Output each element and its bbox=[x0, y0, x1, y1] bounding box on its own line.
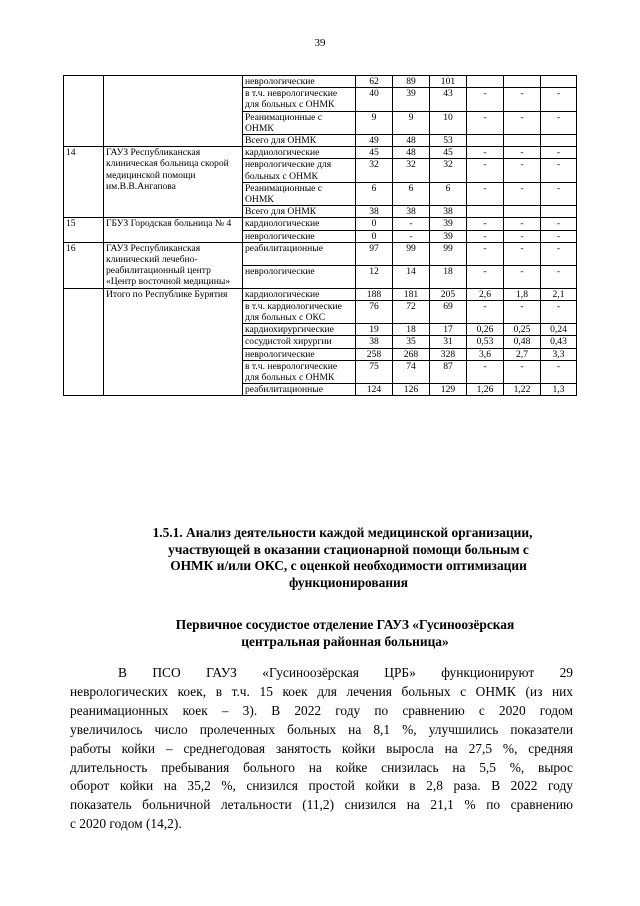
value-cell: 0,53 bbox=[467, 336, 504, 348]
value-cell: - bbox=[467, 147, 504, 159]
value-cell bbox=[504, 206, 541, 218]
value-cell: 40 bbox=[356, 88, 393, 111]
value-cell: 0,26 bbox=[467, 324, 504, 336]
value-cell: - bbox=[504, 360, 541, 383]
value-cell: 268 bbox=[393, 348, 430, 360]
value-cell: 89 bbox=[393, 76, 430, 88]
value-cell: 32 bbox=[356, 159, 393, 182]
bed-profile-cell: неврологические для больных с ОНМК bbox=[243, 159, 356, 182]
value-cell: 6 bbox=[393, 182, 430, 205]
value-cell: - bbox=[504, 265, 541, 288]
value-cell: 87 bbox=[430, 360, 467, 383]
bed-profile-cell: неврологические bbox=[243, 230, 356, 242]
subsection-heading bbox=[120, 617, 570, 650]
paragraph-line: увеличилось число пролеченных больных на 8,1 %, улучшились показатели bbox=[70, 721, 573, 737]
value-cell: - bbox=[504, 159, 541, 182]
value-cell: - bbox=[504, 242, 541, 265]
table-row bbox=[64, 147, 577, 159]
paragraph-line: работы койки – среднегодовая занятость койки выросла на 27,5 %, средняя bbox=[70, 740, 573, 756]
bed-profile-cell: в т.ч. кардиологические для больных с ОКС bbox=[243, 300, 356, 323]
value-cell: 76 bbox=[356, 300, 393, 323]
value-cell bbox=[541, 135, 577, 147]
value-cell: - bbox=[393, 230, 430, 242]
value-cell bbox=[467, 206, 504, 218]
value-cell bbox=[541, 206, 577, 218]
value-cell: 75 bbox=[356, 360, 393, 383]
bed-profile-cell: кардиологические bbox=[243, 147, 356, 159]
organization-cell: ГАУЗ Республиканская клиническая больница скорой медицинской помощи им.В.В.Ангапова bbox=[104, 147, 243, 218]
row-number-cell: 15 bbox=[64, 218, 104, 242]
value-cell bbox=[541, 76, 577, 88]
bed-profile-cell: неврологические bbox=[243, 265, 356, 288]
value-cell: 45 bbox=[356, 147, 393, 159]
bed-capacity-table bbox=[63, 75, 577, 396]
section-heading-line: функционирования bbox=[288, 574, 409, 590]
value-cell: 2,6 bbox=[467, 288, 504, 300]
paragraph-line: оборот койки на 35,2 %, снизился простой койки в 2,8 раза. В 2022 году bbox=[70, 778, 573, 794]
value-cell: 181 bbox=[393, 288, 430, 300]
value-cell: 18 bbox=[430, 265, 467, 288]
section-heading-line: участвующей в оказании стационарной помощи больным с bbox=[168, 541, 529, 557]
table-row bbox=[64, 242, 577, 265]
paragraph-line: показатель больничной летальности (11,2) снизился на 21,1 % по сравнению bbox=[70, 797, 573, 813]
value-cell: 72 bbox=[393, 300, 430, 323]
value-cell: 258 bbox=[356, 348, 393, 360]
bed-profile-cell: сосудистой хирургии bbox=[243, 336, 356, 348]
value-cell: 31 bbox=[430, 336, 467, 348]
value-cell: 2,7 bbox=[504, 348, 541, 360]
value-cell: 9 bbox=[393, 111, 430, 134]
value-cell: 74 bbox=[393, 360, 430, 383]
section-heading-line: 1.5.1. Анализ деятельности каждой медицинской организации, bbox=[152, 525, 533, 540]
value-cell: 14 bbox=[393, 265, 430, 288]
value-cell: 99 bbox=[430, 242, 467, 265]
value-cell: 38 bbox=[430, 206, 467, 218]
value-cell: - bbox=[467, 360, 504, 383]
value-cell: 12 bbox=[356, 265, 393, 288]
value-cell: 3,6 bbox=[467, 348, 504, 360]
value-cell: 124 bbox=[356, 384, 393, 396]
value-cell: - bbox=[541, 88, 577, 111]
value-cell: 0,24 bbox=[541, 324, 577, 336]
value-cell: 6 bbox=[430, 182, 467, 205]
value-cell: - bbox=[467, 242, 504, 265]
value-cell: 45 bbox=[430, 147, 467, 159]
value-cell: 1,22 bbox=[504, 384, 541, 396]
value-cell: - bbox=[541, 300, 577, 323]
value-cell bbox=[504, 76, 541, 88]
bed-profile-cell: реабилитационные bbox=[243, 384, 356, 396]
value-cell: - bbox=[504, 300, 541, 323]
value-cell: - bbox=[504, 111, 541, 134]
value-cell: 32 bbox=[393, 159, 430, 182]
bed-profile-cell: Реанимационные с ОНМК bbox=[243, 111, 356, 134]
bed-profile-cell: кардиологические bbox=[243, 288, 356, 300]
value-cell: 43 bbox=[430, 88, 467, 111]
value-cell: - bbox=[541, 182, 577, 205]
value-cell: 39 bbox=[393, 88, 430, 111]
body-paragraph bbox=[70, 664, 573, 834]
value-cell: 129 bbox=[430, 384, 467, 396]
value-cell: - bbox=[541, 242, 577, 265]
bed-profile-cell: Всего для ОНМК bbox=[243, 135, 356, 147]
value-cell: - bbox=[393, 218, 430, 230]
bed-profile-cell: реабилитационные bbox=[243, 242, 356, 265]
value-cell: 62 bbox=[356, 76, 393, 88]
value-cell: - bbox=[504, 230, 541, 242]
organization-cell: ГБУЗ Городская больница № 4 bbox=[104, 218, 243, 242]
value-cell: - bbox=[504, 147, 541, 159]
value-cell: 35 bbox=[393, 336, 430, 348]
value-cell: - bbox=[504, 88, 541, 111]
value-cell: 49 bbox=[356, 135, 393, 147]
row-number-cell: 16 bbox=[64, 242, 104, 288]
row-number-cell bbox=[64, 76, 104, 147]
bed-profile-cell: неврологические bbox=[243, 76, 356, 88]
value-cell: - bbox=[467, 111, 504, 134]
row-number-cell bbox=[64, 288, 104, 396]
bed-profile-cell: неврологические bbox=[243, 348, 356, 360]
value-cell: 0 bbox=[356, 218, 393, 230]
paragraph-line: В ПСО ГАУЗ «Гусиноозёрская ЦРБ» функционируют 29 bbox=[118, 665, 573, 680]
value-cell: 1,26 bbox=[467, 384, 504, 396]
value-cell: 19 bbox=[356, 324, 393, 336]
page-number: 39 bbox=[314, 37, 326, 49]
section-heading bbox=[115, 525, 570, 591]
value-cell: 0,48 bbox=[504, 336, 541, 348]
value-cell: 188 bbox=[356, 288, 393, 300]
value-cell: 69 bbox=[430, 300, 467, 323]
value-cell: 328 bbox=[430, 348, 467, 360]
value-cell: 53 bbox=[430, 135, 467, 147]
value-cell: 39 bbox=[430, 218, 467, 230]
value-cell: 48 bbox=[393, 135, 430, 147]
table-body bbox=[64, 76, 577, 396]
organization-cell: Итого по Республике Бурятия bbox=[104, 288, 243, 396]
value-cell: 6 bbox=[356, 182, 393, 205]
value-cell: 48 bbox=[393, 147, 430, 159]
bed-profile-cell: в т.ч. неврологические для больных с ОНМК bbox=[243, 360, 356, 383]
value-cell: 32 bbox=[430, 159, 467, 182]
value-cell: 101 bbox=[430, 76, 467, 88]
bed-profile-cell: Реанимационные с ОНМК bbox=[243, 182, 356, 205]
value-cell: - bbox=[504, 182, 541, 205]
value-cell: 9 bbox=[356, 111, 393, 134]
bed-profile-cell: в т.ч. неврологические для больных с ОНМК bbox=[243, 88, 356, 111]
value-cell bbox=[467, 135, 504, 147]
organization-cell bbox=[104, 76, 243, 147]
value-cell: 205 bbox=[430, 288, 467, 300]
value-cell: 39 bbox=[430, 230, 467, 242]
paragraph-line: реанимационных коек – 3). В 2022 году по сравнению с 2020 годом bbox=[70, 702, 573, 718]
value-cell bbox=[467, 76, 504, 88]
bed-profile-cell: Всего для ОНМК bbox=[243, 206, 356, 218]
value-cell: - bbox=[467, 182, 504, 205]
paragraph-line: длительность пребывания больного на койке снизилась на 5,5 %, вырос bbox=[70, 759, 573, 775]
value-cell: - bbox=[467, 300, 504, 323]
value-cell: 17 bbox=[430, 324, 467, 336]
value-cell: 0,43 bbox=[541, 336, 577, 348]
value-cell: 10 bbox=[430, 111, 467, 134]
section-heading-line: ОНМК и/или ОКС, с оценкой необходимости оптимизации bbox=[170, 558, 527, 573]
bed-profile-cell: кардиохирургические bbox=[243, 324, 356, 336]
paragraph-line: неврологических коек, в т.ч. 15 коек для лечения больных с ОНМК (из них bbox=[70, 683, 573, 699]
value-cell: - bbox=[541, 230, 577, 242]
value-cell: - bbox=[541, 159, 577, 182]
value-cell: 38 bbox=[393, 206, 430, 218]
value-cell: 1,3 bbox=[541, 384, 577, 396]
value-cell: 1,8 bbox=[504, 288, 541, 300]
value-cell: - bbox=[541, 111, 577, 134]
value-cell: - bbox=[541, 147, 577, 159]
value-cell: 3,3 bbox=[541, 348, 577, 360]
value-cell: - bbox=[467, 230, 504, 242]
value-cell: 0,25 bbox=[504, 324, 541, 336]
value-cell: 18 bbox=[393, 324, 430, 336]
value-cell: 0 bbox=[356, 230, 393, 242]
value-cell: - bbox=[467, 265, 504, 288]
bed-profile-cell: кардиологические bbox=[243, 218, 356, 230]
table-row bbox=[64, 288, 577, 300]
value-cell: 126 bbox=[393, 384, 430, 396]
value-cell: 38 bbox=[356, 336, 393, 348]
row-number-cell: 14 bbox=[64, 147, 104, 218]
paragraph-line: с 2020 годом (14,2). bbox=[70, 816, 182, 832]
value-cell: - bbox=[541, 218, 577, 230]
organization-cell: ГАУЗ Республиканская клинический лечебно-реабилитационный центр «Центр восточной медицины» bbox=[104, 242, 243, 288]
value-cell: - bbox=[467, 88, 504, 111]
value-cell: - bbox=[504, 218, 541, 230]
subsection-heading-line: Первичное сосудистое отделение ГАУЗ «Гусиноозёрская bbox=[175, 617, 515, 632]
value-cell: 97 bbox=[356, 242, 393, 265]
table-row bbox=[64, 76, 577, 88]
table-row bbox=[64, 218, 577, 230]
value-cell: 99 bbox=[393, 242, 430, 265]
value-cell: - bbox=[541, 265, 577, 288]
value-cell: - bbox=[467, 218, 504, 230]
value-cell bbox=[504, 135, 541, 147]
value-cell: 2,1 bbox=[541, 288, 577, 300]
value-cell: - bbox=[541, 360, 577, 383]
subsection-heading-line: центральная районная больница» bbox=[241, 633, 449, 649]
value-cell: 38 bbox=[356, 206, 393, 218]
value-cell: - bbox=[467, 159, 504, 182]
